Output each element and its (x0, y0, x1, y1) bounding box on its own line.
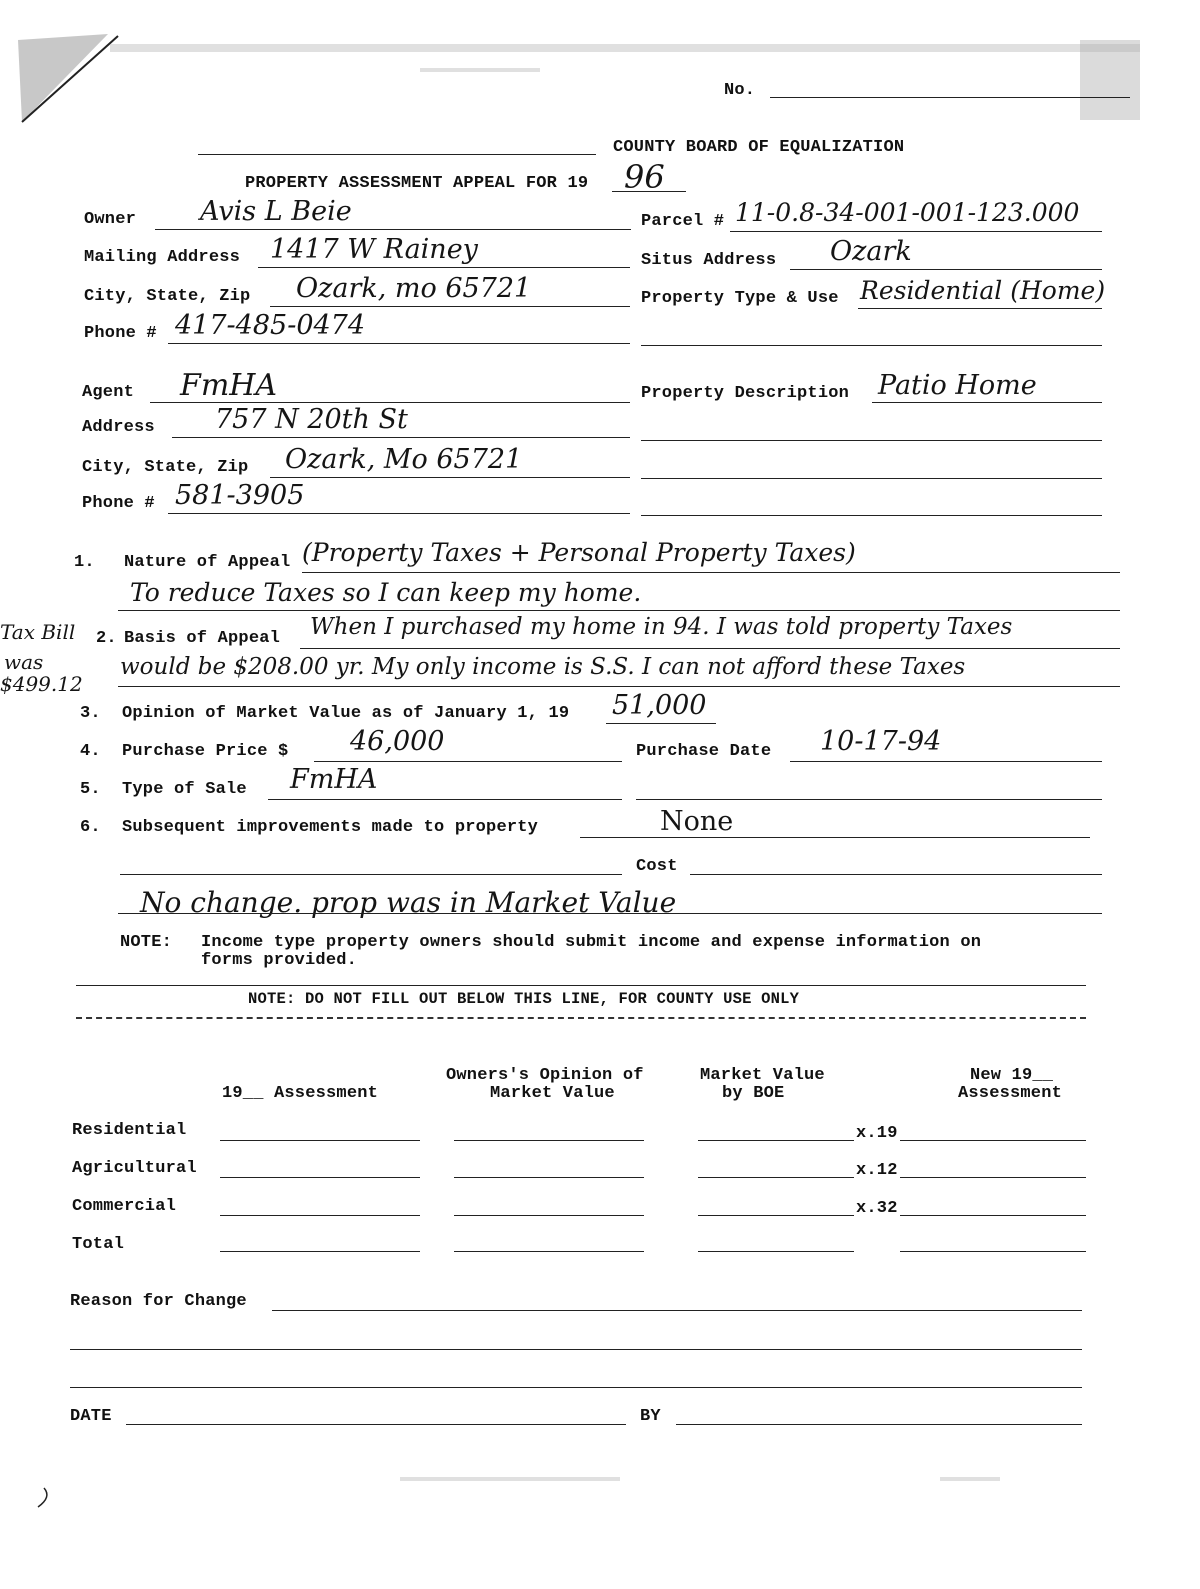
agent-label: Agent (82, 383, 135, 402)
comment-line (118, 913, 1102, 914)
opinion-of-value-label: Opinion of Market Value as of January 1, 19 (122, 704, 570, 723)
owner-city-line (270, 306, 630, 307)
county-rule-top (76, 985, 1086, 986)
row-residential-label: Residential (72, 1121, 187, 1140)
improvements-label: Subsequent improvements made to property (122, 818, 539, 837)
parcel-value: 11-0.8-34-001-001-123.000 (735, 198, 1080, 227)
purchase-price-value: 46,000 (350, 726, 445, 757)
blank-line-right-2 (641, 440, 1102, 441)
basis-of-appeal-value: When I purchased my home in 94. I was told property Taxes (310, 614, 1013, 640)
owner-phone-line (168, 343, 630, 344)
opinion-of-value-line (606, 723, 716, 724)
purchase-price-label: Purchase Price $ (122, 742, 289, 761)
table-col-owner-opinion-2: Market Value (490, 1084, 615, 1103)
row-agricultural-line-2 (454, 1177, 644, 1178)
appeal-title: PROPERTY ASSESSMENT APPEAL FOR 19 (245, 174, 589, 193)
mailing-address-value: 1417 W Rainey (270, 234, 478, 265)
property-type-line (858, 308, 1102, 309)
basis-of-appeal-label: Basis of Appeal (124, 629, 281, 648)
blank-line-right-1 (641, 345, 1102, 346)
property-description-line (872, 402, 1102, 403)
table-col-boe-1: Market Value (700, 1066, 825, 1085)
nature-of-appeal-line-2: To reduce Taxes so I can keep my home. (130, 578, 642, 607)
row-residential-line-1 (220, 1140, 420, 1141)
improvements-line (580, 837, 1090, 838)
owner-phone-label: Phone # (84, 324, 157, 343)
property-type-label: Property Type & Use (641, 289, 839, 308)
note-text-2: forms provided. (201, 951, 358, 970)
reason-for-change-label: Reason for Change (70, 1292, 247, 1311)
row-residential-multiplier: x.19 (856, 1124, 898, 1143)
owner-city-label: City, State, Zip (84, 287, 251, 306)
agent-line (150, 402, 630, 403)
row-total-line-3 (698, 1251, 854, 1252)
row-residential-line-4 (900, 1140, 1086, 1141)
agent-city-line (270, 477, 630, 478)
nature-of-appeal-line-2-rule (118, 610, 1120, 611)
situs-address-label: Situs Address (641, 251, 777, 270)
by-line (676, 1424, 1082, 1425)
basis-of-appeal-line (300, 648, 1120, 649)
row-commercial-label: Commercial (72, 1197, 177, 1216)
item-3-number: 3. (80, 704, 101, 723)
owner-label: Owner (84, 210, 137, 229)
agent-phone-label: Phone # (82, 494, 155, 513)
row-residential-line-3 (698, 1140, 854, 1141)
owner-value: Avis L Beie (200, 196, 352, 227)
row-total-line-4 (900, 1251, 1086, 1252)
mailing-address-line (258, 267, 630, 268)
row-commercial-line-4 (900, 1215, 1086, 1216)
header-left-line (198, 154, 596, 155)
board-comment: No change. prop was in Market Value (140, 886, 677, 919)
row-total-line-2 (454, 1251, 644, 1252)
row-commercial-multiplier: x.32 (856, 1199, 898, 1218)
reason-line-2 (70, 1349, 1082, 1350)
purchase-date-label: Purchase Date (636, 742, 772, 761)
row-total-label: Total (72, 1235, 125, 1254)
row-commercial-line-1 (220, 1215, 420, 1216)
reason-line-3 (70, 1387, 1082, 1388)
row-total-line-1 (220, 1251, 420, 1252)
county-use-note: NOTE: DO NOT FILL OUT BELOW THIS LINE, FOR COUNTY USE ONLY (248, 990, 800, 1008)
blank-line-right-4 (641, 515, 1102, 516)
note-text-1: Income type property owners should submit income and expense information on (201, 933, 982, 952)
nature-of-appeal-label: Nature of Appeal (124, 553, 291, 572)
basis-of-appeal-line-2: would be $208.00 yr. My only income is S.S. I can not afford these Taxes (120, 654, 966, 680)
item-6-number: 6. (80, 818, 101, 837)
cost-left-line (120, 874, 622, 875)
table-col-boe-2: by BOE (722, 1084, 785, 1103)
number-line (770, 97, 1130, 98)
note-label: NOTE: (120, 933, 173, 952)
table-col-owner-opinion-1: Owners's Opinion of (446, 1066, 644, 1085)
item-2-number: 2. (96, 629, 117, 648)
basis-of-appeal-line-2-rule (118, 686, 1120, 687)
appeal-year-line (612, 191, 686, 192)
row-agricultural-line-4 (900, 1177, 1086, 1178)
agent-address-value: 757 N 20th St (215, 404, 408, 435)
item-5-number: 5. (80, 780, 101, 799)
blank-line-right-3 (641, 478, 1102, 479)
cost-label: Cost (636, 857, 678, 876)
row-agricultural-line-3 (698, 1177, 854, 1178)
agent-city-value: Ozark, Mo 65721 (285, 444, 523, 475)
owner-city-value: Ozark, mo 65721 (296, 273, 532, 304)
item-4-number: 4. (80, 742, 101, 761)
table-col-assessment: 19__ Assessment (222, 1084, 379, 1103)
number-label: No. (724, 81, 756, 100)
by-label: BY (640, 1407, 661, 1426)
nature-of-appeal-value: (Property Taxes + Personal Property Taxes) (302, 538, 856, 567)
row-residential-line-2 (454, 1140, 644, 1141)
parcel-label: Parcel # (641, 212, 725, 231)
improvements-value: None (660, 806, 734, 837)
situs-address-value: Ozark (830, 236, 912, 267)
row-agricultural-line-1 (220, 1177, 420, 1178)
date-label: DATE (70, 1407, 112, 1426)
margin-note-2: was (4, 650, 44, 674)
agent-value: FmHA (180, 368, 278, 403)
margin-note-3: $499.12 (0, 672, 83, 696)
cost-line (690, 874, 1102, 875)
mailing-address-label: Mailing Address (84, 248, 241, 267)
margin-note-1: Tax Bill (0, 620, 76, 644)
property-description-label: Property Description (641, 384, 850, 403)
row-commercial-line-2 (454, 1215, 644, 1216)
type-of-sale-value: FmHA (290, 764, 378, 795)
purchase-price-line (314, 761, 622, 762)
row-agricultural-multiplier: x.12 (856, 1161, 898, 1180)
table-col-new-1: New 19__ (970, 1066, 1054, 1085)
property-type-value: Residential (Home) (860, 276, 1106, 305)
owner-line (155, 229, 631, 230)
row-agricultural-label: Agricultural (72, 1159, 197, 1178)
agent-address-line (172, 437, 630, 438)
owner-phone-value: 417-485-0474 (175, 310, 366, 341)
type-of-sale-right-line (636, 799, 1102, 800)
agent-city-label: City, State, Zip (82, 458, 249, 477)
purchase-date-line (790, 761, 1102, 762)
type-of-sale-line (268, 799, 622, 800)
row-commercial-line-3 (698, 1215, 854, 1216)
agent-phone-value: 581-3905 (175, 480, 305, 511)
parcel-line (730, 231, 1102, 232)
property-description-value: Patio Home (878, 370, 1037, 401)
nature-of-appeal-line (302, 572, 1120, 573)
appeal-year: 96 (624, 158, 665, 196)
agent-address-label: Address (82, 418, 155, 437)
agent-phone-line (168, 513, 630, 514)
reason-line-1 (272, 1310, 1082, 1311)
county-rule-bottom (76, 1017, 1086, 1019)
situs-address-line (790, 269, 1102, 270)
purchase-date-value: 10-17-94 (820, 726, 942, 757)
table-col-new-2: Assessment (958, 1084, 1063, 1103)
board-title: COUNTY BOARD OF EQUALIZATION (613, 138, 905, 157)
type-of-sale-label: Type of Sale (122, 780, 247, 799)
date-line (126, 1424, 626, 1425)
item-1-number: 1. (74, 553, 95, 572)
opinion-of-value-value: 51,000 (612, 690, 707, 721)
